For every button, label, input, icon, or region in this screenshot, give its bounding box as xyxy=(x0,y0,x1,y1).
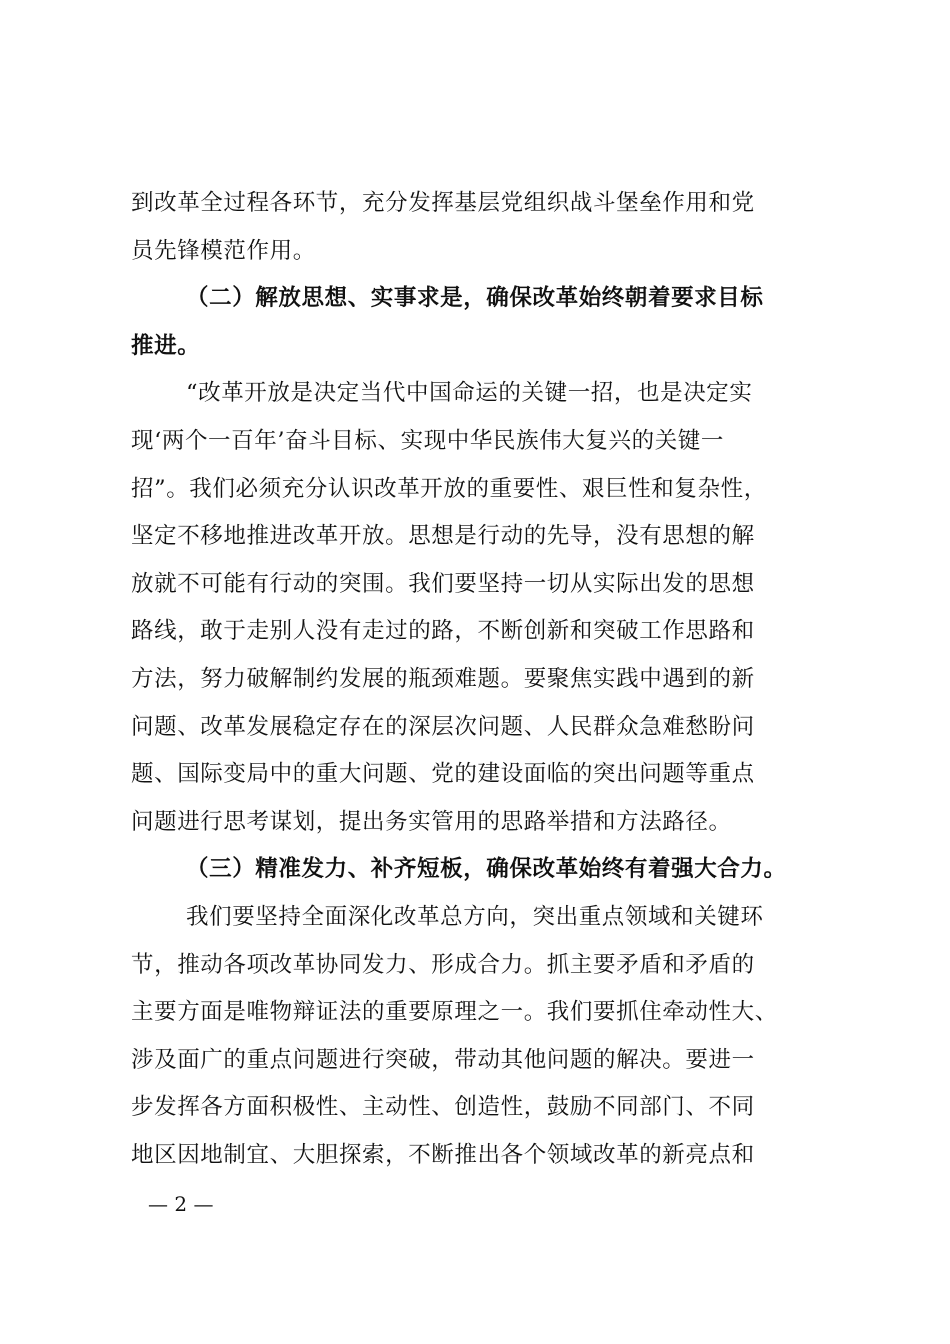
text-line: 到改革全过程各环节，充分发挥基层党组织战斗堡垒作用和党 xyxy=(131,190,755,216)
section-heading: （三）精准发力、补齐短板，确保改革始终有着强大合力。 xyxy=(186,856,787,883)
text-line: 地区因地制宜、大胆探索，不断推出各个领域改革的新亮点和 xyxy=(131,1141,755,1168)
text-line: 题、国际变局中的重大问题、党的建设面临的突出问题等重点 xyxy=(131,761,755,788)
text-line: “改革开放是决定当代中国命运的关键一招，也是决定实 xyxy=(186,380,753,407)
text-line: 涉及面广的重点问题进行突破，带动其他问题的解决。要进一 xyxy=(131,1046,755,1073)
page-number: — 2 — xyxy=(148,1192,214,1216)
text-line: 我们要坚持全面深化改革总方向，突出重点领域和关键环 xyxy=(186,903,764,930)
text-line: 放就不可能有行动的突围。我们要坚持一切从实际出发的思想 xyxy=(131,570,755,597)
section-heading: （二）解放思想、实事求是，确保改革始终朝着要求目标 xyxy=(186,285,764,312)
document-body xyxy=(131,180,821,1179)
text-line: 路线，敢于走别人没有走过的路，不断创新和突破工作思路和 xyxy=(131,618,755,645)
text-line: 问题进行思考谋划，提出务实管用的思路举措和方法路径。 xyxy=(131,808,732,835)
section-heading: 推进。 xyxy=(131,332,201,359)
text-line: 招”。我们必须充分认识改革开放的重要性、艰巨性和复杂性， xyxy=(131,475,767,502)
text-line: 主要方面是唯物辩证法的重要原理之一。我们要抓住牵动性大、 xyxy=(131,999,778,1026)
text-line: 坚定不移地推进改革开放。思想是行动的先导，没有思想的解 xyxy=(131,523,755,550)
text-line: 现‘两个一百年’奋斗目标、实现中华民族伟大复兴的关键一 xyxy=(131,427,725,454)
text-line: 节，推动各项改革协同发力、形成合力。抓主要矛盾和矛盾的 xyxy=(131,951,755,978)
text-line: 员先锋模范作用。 xyxy=(131,237,316,264)
text-line: 步发挥各方面积极性、主动性、创造性，鼓励不同部门、不同 xyxy=(131,1094,755,1121)
text-line: 方法，努力破解制约发展的瓶颈难题。要聚焦实践中遇到的新 xyxy=(131,665,755,692)
text-line: 问题、改革发展稳定存在的深层次问题、人民群众急难愁盼问 xyxy=(131,713,755,740)
